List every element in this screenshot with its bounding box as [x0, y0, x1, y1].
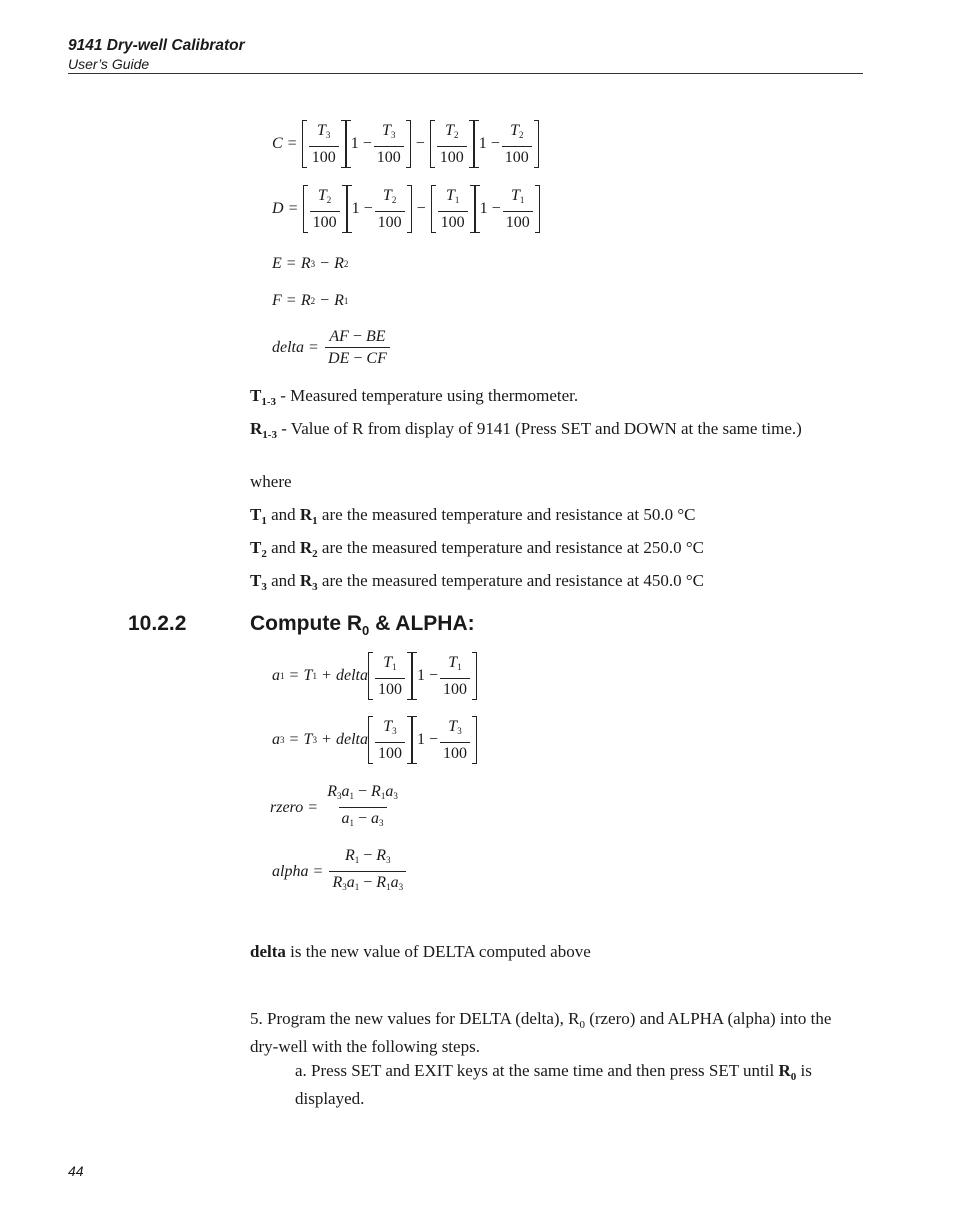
equation-delta: delta = $\frac{AF - BE}{DE - CF}$ [272, 328, 392, 367]
running-header-subtitle: User’s Guide [68, 56, 150, 72]
running-header-title: 9141 Dry-well Calibrator [68, 37, 245, 54]
equation-rzero: rzero = $\frac{R_3a_1 - R_1a_3}{a_1 - a_3}$ [270, 783, 403, 832]
section-title: Compute $R_0$ & ALPHA: [250, 612, 475, 638]
step-a: a. Press SET and EXIT keys at the same time and then press SET until $R_0$ is displayed. [295, 1061, 812, 1108]
definition-line-1: $T_1$ and $R_1$ are the measured temperature and resistance at 50.0 °C [250, 505, 696, 527]
equation-a1: a 1 = T 1 + delta $\frac{T_1}{100}$ 1 − $\frac{T_1}{100}$ [272, 654, 477, 698]
header-rule [68, 73, 863, 74]
page-number: 44 [68, 1163, 84, 1179]
equation-d: D = $\frac{T_2}{100}$ 1 − $\frac{T_2}{100}$ − $\frac{T_1}{100}$ 1 − $\frac{T_1}{100}$ [272, 187, 540, 231]
definition-line-2: $T_2$ and $R_2$ are the measured temperature and resistance at 250.0 °C [250, 538, 704, 560]
section-number: 10.2.2 [128, 612, 187, 635]
equation-alpha: alpha = $\frac{R_1 - R_3}{R_3a_1 - R_1a_3}$ [272, 847, 408, 896]
definition-t: $T_{1-3}$ - Measured temperature using thermometer. [250, 386, 579, 408]
definition-r: $R_{1-3}$ - Value of R from display of 9141 (Press SET and DOWN at the same time.) [250, 419, 802, 441]
step-5: 5. Program the new values for DELTA (delta), $R_0$ (rzero) and ALPHA (alpha) into the dry-well with the following steps. [250, 1009, 832, 1056]
equation-e: E = R 3 − R 2 [272, 255, 349, 272]
equation-f: F = R 2 − R 1 [272, 292, 349, 309]
equation-a3: a 3 = T 3 + delta $\frac{T_3}{100}$ 1 − $\frac{T_3}{100}$ [272, 718, 477, 762]
delta-note: delta is the new value of DELTA computed above [250, 942, 591, 961]
where-label: where [250, 472, 292, 491]
equation-c: C = $\frac{T_3}{100}$ 1 − $\frac{T_3}{100}$ − $\frac{T_2}{100}$ 1 − $\frac{T_2}{100}$ [272, 122, 539, 166]
definition-line-3: $T_3$ and $R_3$ are the measured temperature and resistance at 450.0 °C [250, 571, 704, 593]
